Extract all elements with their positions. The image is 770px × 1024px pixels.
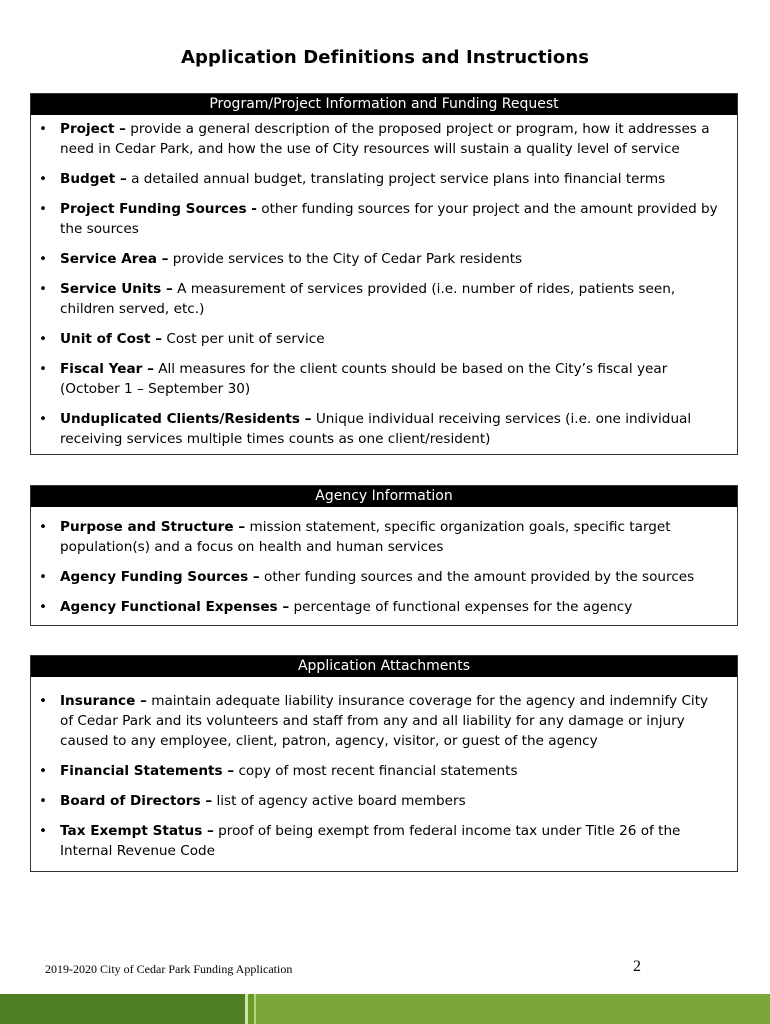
bullet-icon: • <box>39 411 48 427</box>
bullet-icon: • <box>39 793 48 809</box>
page-title: Application Definitions and Instructions <box>180 47 590 68</box>
footer-bar-light-segment <box>256 994 770 1024</box>
bullet-icon: • <box>39 171 48 187</box>
item-term: Project Funding Sources - <box>60 201 257 217</box>
item-text: All measures for the client counts should be based on the City’s fiscal year (October 1 – September 30) <box>60 361 668 397</box>
definition-list <box>31 677 737 869</box>
item-term: Agency Functional Expenses – <box>60 599 290 615</box>
item-text: other funding sources for your project and the amount provided by the sources <box>60 201 718 237</box>
item-term: Insurance – <box>60 693 147 709</box>
footer-green-bar <box>0 994 770 1024</box>
item-term: Tax Exempt Status – <box>60 823 214 839</box>
list-item <box>39 409 725 449</box>
footer-bar-divider <box>245 994 248 1024</box>
list-item <box>39 199 725 239</box>
section-header: Agency Information <box>31 486 737 507</box>
item-text: Cost per unit of service <box>162 331 325 347</box>
bullet-icon: • <box>39 599 48 615</box>
item-term: Board of Directors – <box>60 793 213 809</box>
item-text: maintain adequate liability insurance coverage for the agency and indemnify City of Cedar Park and its volunteers and staff from any and all liability for any damage or injury caused to any employee, client, patron, agency, visitor, or guest of the agency <box>60 693 709 749</box>
list-item <box>39 329 725 349</box>
section-agency-information <box>30 485 738 626</box>
bullet-icon: • <box>39 281 48 297</box>
item-term: Service Area – <box>60 251 169 267</box>
item-term: Agency Funding Sources – <box>60 569 260 585</box>
bullet-icon: • <box>39 331 48 347</box>
section-header: Application Attachments <box>31 656 737 677</box>
bullet-icon: • <box>39 763 48 779</box>
item-term: Purpose and Structure – <box>60 519 246 535</box>
list-item <box>39 119 725 159</box>
bullet-icon: • <box>39 251 48 267</box>
item-text: A measurement of services provided (i.e. number of rides, patients seen, children served, etc.) <box>60 281 676 317</box>
footer-page-number: 2 <box>633 958 641 975</box>
list-item <box>39 761 725 781</box>
item-text: mission statement, specific organization goals, specific target population(s) and a focus on health and human services <box>60 519 671 555</box>
definition-list <box>31 115 737 457</box>
item-text: provide a general description of the proposed project or program, how it addresses a need in Cedar Park, and how the use of City resources will sustain a quality level of service <box>60 121 710 157</box>
item-text: Unique individual receiving services (i.e. one individual receiving services multiple times counts as one client/resident) <box>60 411 692 447</box>
list-item <box>39 517 725 557</box>
section-application-attachments <box>30 655 738 872</box>
item-term: Unduplicated Clients/Residents – <box>60 411 312 427</box>
section-program-project <box>30 93 738 455</box>
item-term: Unit of Cost – <box>60 331 163 347</box>
list-item <box>39 249 725 269</box>
bullet-icon: • <box>39 519 48 535</box>
item-text: provide services to the City of Cedar Park residents <box>168 251 523 267</box>
list-item <box>39 821 725 861</box>
bullet-icon: • <box>39 823 48 839</box>
item-text: list of agency active board members <box>212 793 466 809</box>
footer-bar-dark-segment <box>0 994 245 1024</box>
item-term: Service Units – <box>60 281 173 297</box>
item-term: Fiscal Year – <box>60 361 154 377</box>
section-header: Program/Project Information and Funding Request <box>31 94 737 115</box>
item-term: Project – <box>60 121 126 137</box>
list-item <box>39 791 725 811</box>
item-text: copy of most recent financial statements <box>234 763 518 779</box>
bullet-icon: • <box>39 121 48 137</box>
bullet-icon: • <box>39 361 48 377</box>
list-item <box>39 597 725 617</box>
list-item <box>39 691 725 751</box>
list-item <box>39 567 725 587</box>
footer-document-title: 2019-2020 City of Cedar Park Funding Application <box>45 962 293 976</box>
bullet-icon: • <box>39 201 48 217</box>
item-text: percentage of functional expenses for the agency <box>289 599 633 615</box>
bullet-icon: • <box>39 693 48 709</box>
definition-list <box>31 507 737 625</box>
item-term: Budget – <box>60 171 127 187</box>
item-text: proof of being exempt from federal income tax under Title 26 of the Internal Revenue Code <box>60 823 681 859</box>
list-item <box>39 279 725 319</box>
list-item <box>39 169 725 189</box>
item-text: other funding sources and the amount provided by the sources <box>259 569 695 585</box>
item-term: Financial Statements – <box>60 763 235 779</box>
bullet-icon: • <box>39 569 48 585</box>
list-item <box>39 359 725 399</box>
item-text: a detailed annual budget, translating project service plans into financial terms <box>126 171 666 187</box>
